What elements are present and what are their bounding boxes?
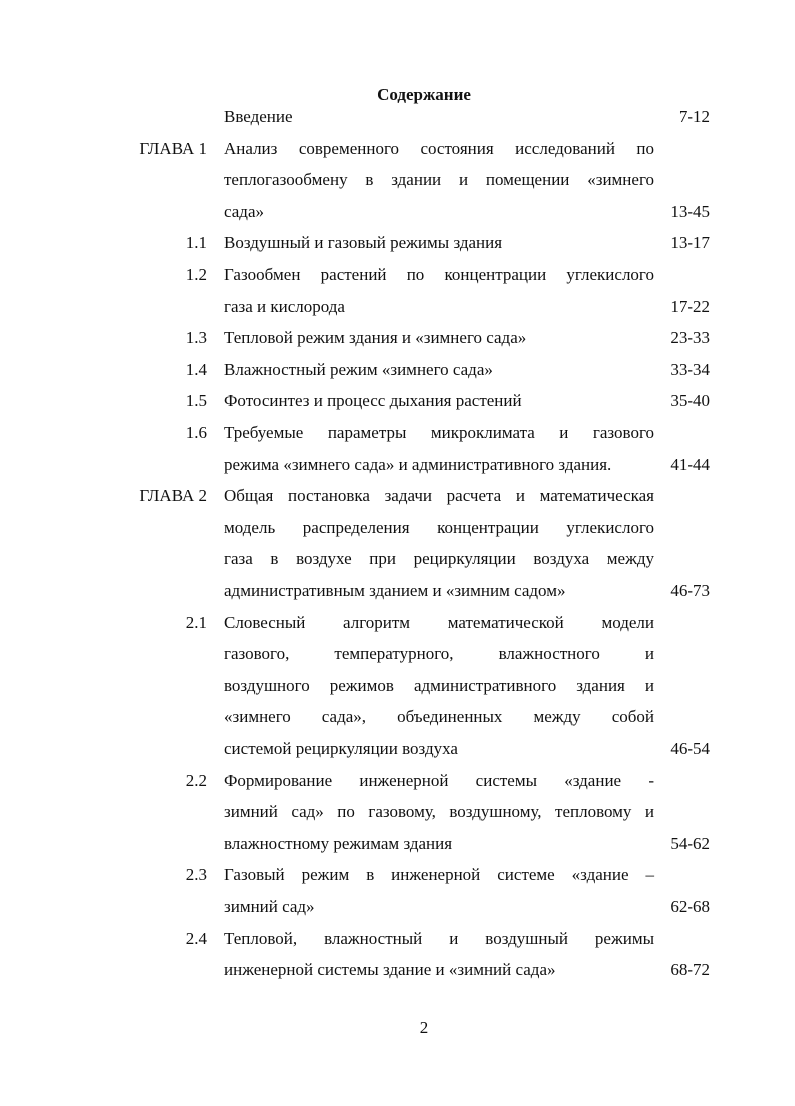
- toc-line: [0, 579, 795, 603]
- toc-entry-text: воздушного режимов административного здания и: [224, 675, 654, 695]
- toc-entry-pages: 33-34: [670, 359, 710, 379]
- toc-entry-text: Требуемые параметры микроклимата и газового: [224, 423, 654, 442]
- toc-line: [0, 800, 795, 824]
- toc-line: [0, 200, 795, 224]
- toc-entry-pages: 17-22: [670, 296, 710, 316]
- toc-entry-text: Воздушный и газовый режимы здания: [224, 233, 503, 253]
- toc-entry-text: инженерной системы здание и «зимний сада»: [224, 960, 556, 980]
- toc-line: [0, 737, 795, 761]
- toc-line: [0, 863, 795, 887]
- toc-entry-text: «зимнего сада», объединенных между собой: [224, 707, 654, 727]
- toc-line: [0, 832, 795, 856]
- toc-line: [0, 547, 795, 571]
- toc-entry-text: Фотосинтез и процесс дыхания растений: [224, 391, 522, 411]
- toc-entry-number: 1.1: [185, 233, 207, 253]
- toc-entry-pages: 7-12: [678, 107, 710, 126]
- toc-entry-text: Тепловой режим здания и «зимнего сада»: [224, 328, 527, 348]
- toc-entry-pages: 23-33: [670, 328, 710, 348]
- toc-line: [0, 484, 795, 508]
- toc-entry-text: сада»: [224, 201, 264, 221]
- toc-entry-pages: 54-62: [670, 833, 710, 853]
- toc-line: [0, 231, 795, 255]
- toc-line: [0, 326, 795, 350]
- page-title: Содержание: [377, 85, 471, 104]
- toc-line: [0, 168, 795, 192]
- toc-line: [0, 642, 795, 666]
- toc-entry-number: 1.5: [185, 391, 207, 411]
- toc-entry-text: Тепловой, влажностный и воздушный режимы: [224, 928, 654, 948]
- toc-line: [0, 927, 795, 951]
- toc-line: [0, 358, 795, 382]
- toc-entry-number: ГЛАВА 1: [139, 138, 207, 158]
- toc-entry-text: режима «зимнего сада» и административного здания.: [224, 454, 612, 474]
- toc-entry-pages: 46-73: [670, 581, 710, 600]
- toc-line: [0, 516, 795, 540]
- toc-entry-text: Введение: [224, 107, 293, 126]
- toc-entry-text: теплогазообмену в здании и помещении «зимнего: [224, 170, 654, 190]
- toc-entry-number: 1.4: [185, 359, 207, 379]
- toc-entry-number: 2.2: [185, 770, 207, 790]
- toc-entry-text: Общая постановка задачи расчета и математическая: [224, 486, 654, 506]
- toc-entry-text: Газообмен растений по концентрации углекислого: [224, 265, 654, 284]
- toc-line: [0, 263, 795, 287]
- toc-line: [0, 389, 795, 413]
- toc-entry-text: административным зданием и «зимним садом»: [224, 581, 566, 600]
- toc-entry-pages: 13-17: [670, 233, 710, 253]
- toc-entry-number: 2.4: [185, 928, 207, 948]
- toc-line: [0, 453, 795, 477]
- toc-entry-text: газа в воздухе при рециркуляции воздуха между: [224, 549, 654, 569]
- toc-line: [0, 611, 795, 635]
- toc-entry-number: 2.1: [185, 612, 207, 632]
- toc-entry-text: Словесный алгоритм математической модели: [224, 612, 654, 632]
- toc-entry-pages: 13-45: [670, 201, 710, 221]
- toc-entry-number: 1.6: [185, 423, 207, 442]
- toc-line: [0, 105, 795, 129]
- toc-entry-pages: 41-44: [670, 454, 710, 474]
- toc-entry-number: 1.3: [185, 328, 207, 348]
- toc-entry-pages: 35-40: [670, 391, 710, 411]
- toc-entry-text: Формирование инженерной системы «здание -: [224, 770, 654, 790]
- toc-line: [0, 895, 795, 919]
- toc-line: [0, 705, 795, 729]
- toc-entry-text: зимний сад»: [224, 897, 315, 916]
- toc-entry-text: Газовый режим в инженерной системе «здание –: [224, 865, 654, 885]
- toc-entry-text: зимний сад» по газовому, воздушному, тепловому и: [224, 802, 654, 822]
- toc-line: [0, 295, 795, 319]
- toc-entry-pages: 46-54: [670, 739, 710, 758]
- toc-entry-text: Анализ современного состояния исследований по: [224, 138, 654, 158]
- toc-entry-number: 1.2: [185, 265, 207, 284]
- toc-entry-pages: 62-68: [670, 897, 710, 916]
- page-number: 2: [419, 1018, 429, 1037]
- toc-line: [0, 137, 795, 161]
- toc-entry-text: системой рециркуляции воздуха: [224, 739, 458, 758]
- toc-entry-text: модель распределения концентрации углекислого: [224, 517, 654, 537]
- toc-entry-text: влажностному режимам здания: [224, 833, 453, 853]
- toc-entry-number: ГЛАВА 2: [139, 486, 207, 506]
- toc-line: [0, 421, 795, 445]
- toc-entry-text: газа и кислорода: [224, 296, 345, 316]
- toc-entry-text: Влажностный режим «зимнего сада»: [224, 359, 493, 379]
- toc-line: [0, 769, 795, 793]
- toc-line: [0, 958, 795, 982]
- toc-line: [0, 674, 795, 698]
- toc-entry-text: газового, температурного, влажностного и: [224, 644, 654, 664]
- toc-entry-number: 2.3: [185, 865, 207, 885]
- toc-entry-pages: 68-72: [670, 960, 710, 980]
